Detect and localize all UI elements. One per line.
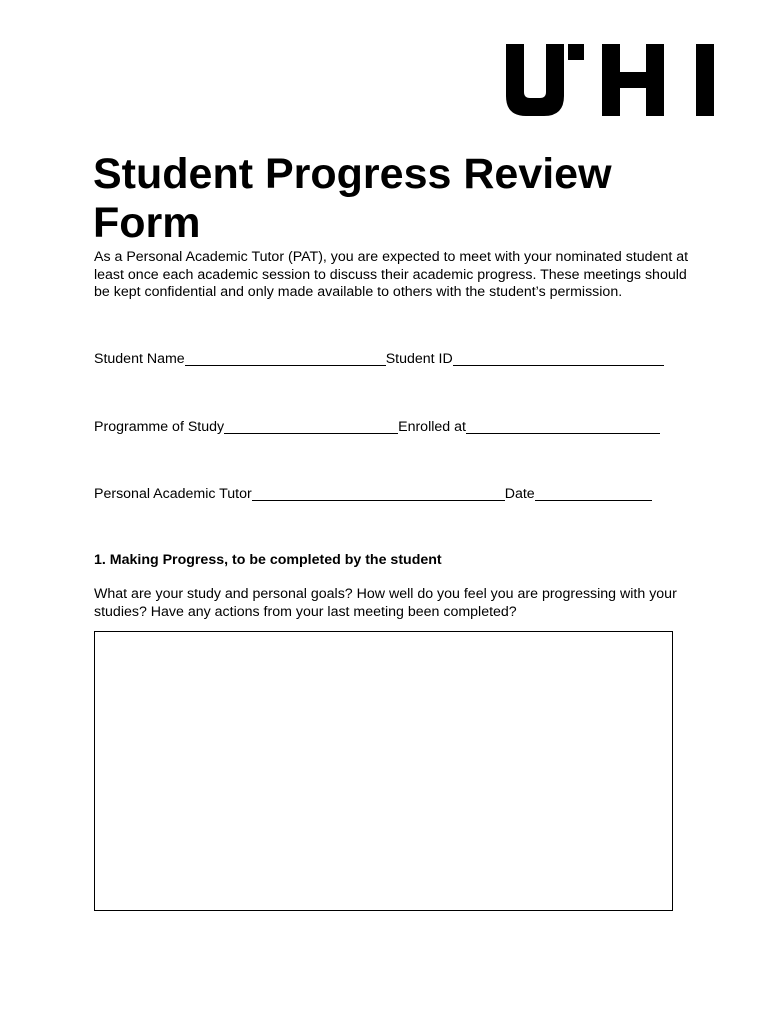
logo-square (568, 44, 584, 60)
field-row-student (94, 350, 664, 368)
field-row-tutor (94, 485, 652, 503)
programme-label: Programme of Study (94, 419, 225, 435)
field-row-programme (94, 418, 660, 436)
enrolled-at-field[interactable] (466, 419, 660, 434)
page-title: Student Progress Review Form (93, 150, 612, 247)
programme-field[interactable] (224, 419, 398, 434)
enrolled-at-label: Enrolled at (398, 419, 466, 435)
logo-letter-i (696, 44, 714, 116)
student-id-label: Student ID (385, 351, 453, 367)
student-id-field[interactable] (453, 351, 664, 366)
student-name-field[interactable] (185, 351, 386, 366)
logo-letter-h-right (646, 44, 664, 116)
section-1-heading: 1. Making Progress, to be completed by the student (94, 552, 442, 568)
section-1-question: What are your study and personal goals? How well do you feel you are progressing with your studies? Have any actions from your last meeting been completed? (94, 586, 677, 620)
logo-letter-h-left (602, 44, 620, 116)
tutor-field[interactable] (252, 486, 505, 501)
logo-letter-u (506, 44, 564, 116)
date-field[interactable] (535, 486, 652, 501)
date-label: Date (504, 486, 535, 502)
student-name-label: Student Name (94, 351, 185, 367)
logo-letter-h-bar (620, 72, 646, 88)
tutor-label: Personal Academic Tutor (94, 486, 252, 502)
progress-answer-box[interactable] (94, 631, 673, 911)
intro-paragraph: As a Personal Academic Tutor (PAT), you are expected to meet with your nominated student at least once each academic session to discuss their academic progress. These meetings should be kept confidential and only made available to others with the student’s permission. (94, 249, 689, 301)
uhi-logo (506, 44, 714, 116)
